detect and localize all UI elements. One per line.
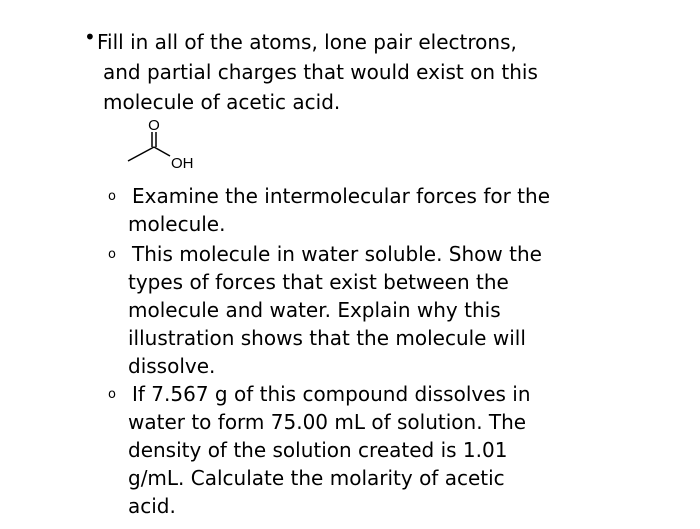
sub-item-line: density of the solution created is 1.01 (128, 438, 508, 462)
sub-bullet-symbol: o (108, 247, 116, 262)
sub-item-line: molecule. (128, 212, 226, 236)
sub-item-line: This molecule in water soluble. Show the (132, 242, 542, 266)
sub-item-text (128, 182, 648, 238)
main-question-line: Fill in all of the atoms, lone pair electrons, (97, 30, 517, 54)
sub-bullet-symbol: o (108, 189, 116, 204)
acetic-acid-structure (124, 114, 214, 176)
hydroxyl-bond (154, 147, 170, 156)
sub-item-line: If 7.567 g of this compound dissolves in (132, 382, 531, 406)
sub-item-line: g/mL. Calculate the molarity of acetic (128, 466, 505, 490)
sub-bullet-symbol: o (108, 387, 116, 402)
sub-item-water-solubility (108, 240, 648, 380)
sub-item-line: acid. (128, 494, 176, 518)
hydroxyl-label: OH (171, 155, 194, 172)
sub-item-line: Examine the intermolecular forces for the (132, 184, 550, 208)
sub-item-line: illustration shows that the molecule will (128, 326, 526, 350)
main-bullet-symbol: • (84, 25, 96, 49)
main-question-line: molecule of acetic acid. (103, 90, 341, 114)
sub-item-line: types of forces that exist between the (128, 270, 509, 294)
sub-item-line: water to form 75.00 mL of solution. The (128, 410, 527, 434)
sub-item-line: molecule and water. Explain why this (128, 298, 501, 322)
oxygen-label: O (148, 117, 160, 134)
main-question-line: and partial charges that would exist on this (103, 60, 538, 84)
sub-item-text (128, 240, 648, 380)
sub-item-line: dissolve. (128, 354, 216, 378)
sub-item-text (128, 380, 648, 520)
sub-item-molarity-calculation (108, 380, 648, 520)
sub-item-intermolecular-forces (108, 182, 648, 238)
main-question-text (97, 27, 663, 117)
methyl-bond (128, 147, 154, 161)
